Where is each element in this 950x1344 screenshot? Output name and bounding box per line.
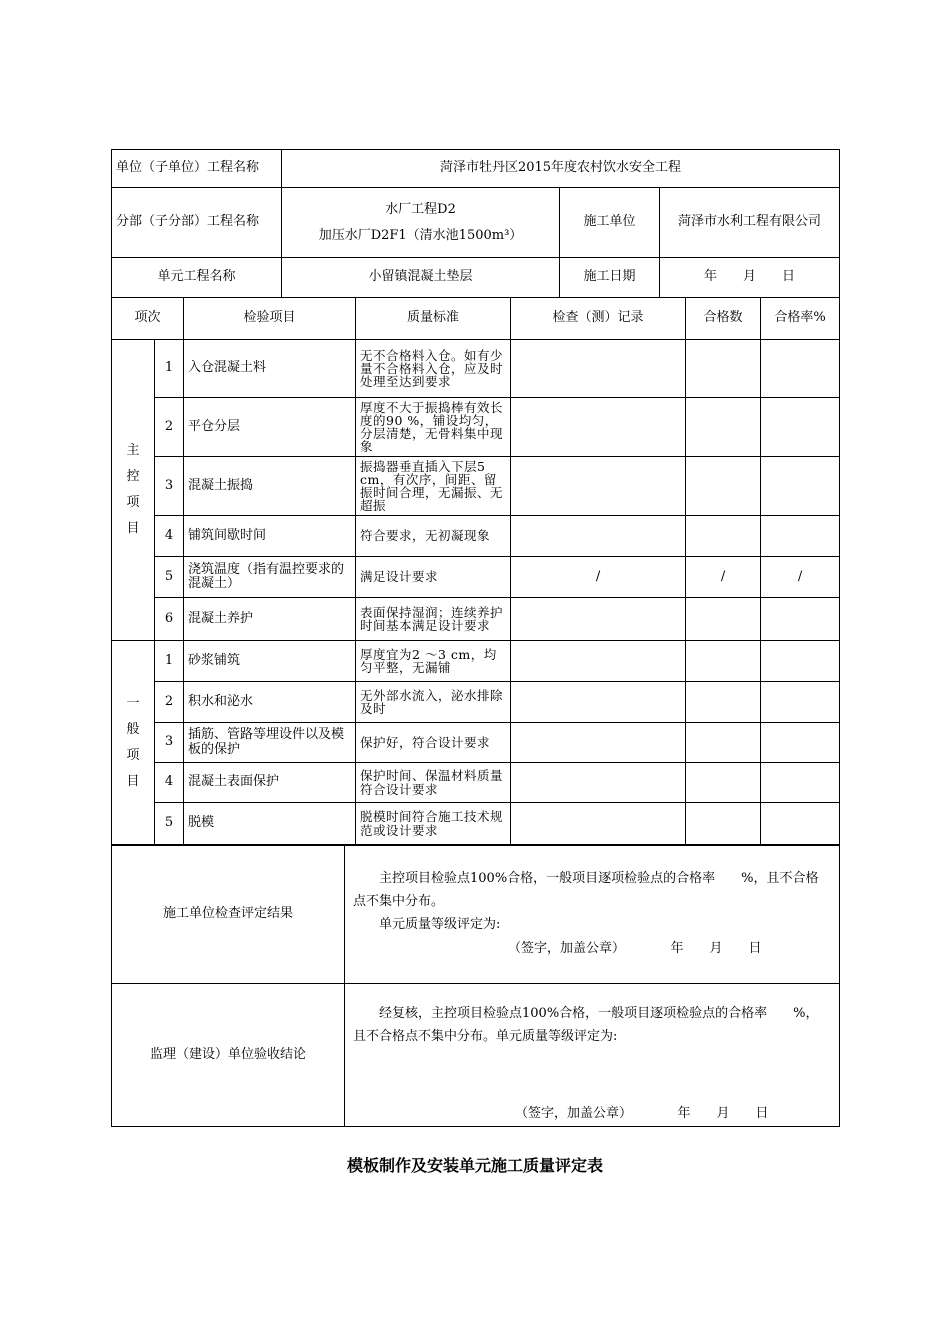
project-info-table (111, 149, 840, 298)
row-record (511, 803, 686, 845)
row-item: 平仓分层 (184, 398, 356, 457)
row-pass-rate (761, 682, 840, 723)
supervisor-eval-label: 监理（建设）单位验收结论 (112, 984, 345, 1127)
row-item: 脱模 (184, 803, 356, 845)
row-standard: 无不合格料入仓。如有少量不合格料入仓，应及时处理至达到要求 (356, 340, 511, 398)
element-value: 小留镇混凝土垫层 (282, 258, 560, 298)
row-pass-count (686, 641, 761, 682)
row-pass-rate (761, 398, 840, 457)
row-no: 5 (155, 557, 184, 598)
row-record (511, 340, 686, 398)
row-pass-count (686, 803, 761, 845)
row-item: 铺筑间歇时间 (184, 516, 356, 557)
row-item: 混凝土表面保护 (184, 763, 356, 803)
row-no: 3 (155, 723, 184, 763)
row-standard: 厚度宜为2 ～3 cm，均匀平整，无漏铺 (356, 641, 511, 682)
unit-project-label: 单位（子单位）工程名称 (112, 150, 282, 188)
row-standard: 振捣器垂直插入下层5 cm，有次序，间距、留振时间合理，无漏振、无超振 (356, 457, 511, 516)
supervisor-eval-content (345, 984, 840, 1127)
contractor-value: 菏泽市水利工程有限公司 (660, 188, 840, 258)
row-item: 浇筑温度（指有温控要求的混凝土） (184, 557, 356, 598)
row-no: 1 (155, 641, 184, 682)
row-item: 入仓混凝土料 (184, 340, 356, 398)
table-row (112, 516, 840, 557)
row-pass-rate (761, 516, 840, 557)
main-group-label: 主 控 项 目 (112, 340, 155, 641)
column-header-row (112, 298, 840, 340)
row-pass-rate (761, 340, 840, 398)
row-standard: 表面保持湿润；连续养护时间基本满足设计要求 (356, 598, 511, 641)
row-record (511, 641, 686, 682)
division-value-line2: 加压水厂D2F1（清水池1500m³） (318, 227, 523, 243)
table-row (112, 598, 840, 641)
row-record (511, 763, 686, 803)
row-standard: 满足设计要求 (356, 557, 511, 598)
table-row (112, 763, 840, 803)
row-item: 混凝土振捣 (184, 457, 356, 516)
date-label: 施工日期 (560, 258, 660, 298)
date-value: 年 月 日 (660, 258, 840, 298)
row-standard: 符合要求，无初凝现象 (356, 516, 511, 557)
row-no: 1 (155, 340, 184, 398)
row-record (511, 598, 686, 641)
row-no: 2 (155, 398, 184, 457)
table-row (112, 340, 840, 398)
division-value-line1: 水厂工程D2 (385, 201, 456, 217)
row-no: 3 (155, 457, 184, 516)
row-no: 4 (155, 516, 184, 557)
row-no: 5 (155, 803, 184, 845)
row-pass-rate (761, 723, 840, 763)
row-record (511, 457, 686, 516)
row-standard: 厚度不大于振捣棒有效长度的90 %，铺设均匀，分层清楚，无骨料集中现象 (356, 398, 511, 457)
row-pass-rate: / (761, 557, 840, 598)
supervisor-signature-line: （签字，加盖公章） 年 月 日 (515, 1105, 769, 1121)
table-row (112, 457, 840, 516)
row-pass-count: / (686, 557, 761, 598)
table-row (112, 557, 840, 598)
inspection-table (111, 297, 840, 845)
general-group-label: 一 般 项 目 (112, 641, 155, 845)
row-pass-count (686, 516, 761, 557)
row-no: 4 (155, 763, 184, 803)
evaluation-table (111, 845, 840, 1127)
row-pass-rate (761, 457, 840, 516)
col-header-record: 检查（测）记录 (511, 298, 686, 340)
next-form-title: 模板制作及安装单元施工质量评定表 (346, 1156, 603, 1175)
contractor-label: 施工单位 (560, 188, 660, 258)
row-record (511, 723, 686, 763)
division-value (282, 188, 560, 258)
contractor-eval-grade: 单元质量等级评定为: (379, 917, 501, 932)
row-no: 2 (155, 682, 184, 723)
row-no: 6 (155, 598, 184, 641)
row-record (511, 516, 686, 557)
row-record (511, 682, 686, 723)
row-pass-count (686, 457, 761, 516)
row-record: / (511, 557, 686, 598)
row-standard: 无外部水流入，泌水排除及时 (356, 682, 511, 723)
col-header-pass-count: 合格数 (686, 298, 761, 340)
contractor-eval-content (345, 846, 840, 984)
row-pass-count (686, 398, 761, 457)
row-pass-count (686, 763, 761, 803)
contractor-eval-label: 施工单位检查评定结果 (112, 846, 345, 984)
col-header-item: 检验项目 (184, 298, 356, 340)
supervisor-eval-text: 经复核，主控项目检验点100%合格，一般项目逐项检验点的合格率 %，且不合格点不集中分布。单元质量等级评定为: (353, 1006, 819, 1044)
contractor-eval-text: 主控项目检验点100%合格，一般项目逐项检验点的合格率 %，且不合格点不集中分布。 (353, 871, 819, 909)
division-label: 分部（子分部）工程名称 (112, 188, 282, 258)
row-item: 插筋、管路等埋设件以及模板的保护 (184, 723, 356, 763)
row-pass-count (686, 340, 761, 398)
row-record (511, 398, 686, 457)
row-pass-rate (761, 763, 840, 803)
row-pass-rate (761, 641, 840, 682)
row-pass-count (686, 598, 761, 641)
table-row (112, 803, 840, 845)
element-label: 单元工程名称 (112, 258, 282, 298)
contractor-signature-line: （签字，加盖公章） 年 月 日 (508, 941, 762, 956)
row-standard: 脱模时间符合施工技术规范或设计要求 (356, 803, 511, 845)
table-row (112, 398, 840, 457)
unit-project-value: 菏泽市牡丹区2015年度农村饮水安全工程 (282, 150, 840, 188)
row-item: 混凝土养护 (184, 598, 356, 641)
row-pass-rate (761, 803, 840, 845)
col-header-pass-rate: 合格率% (761, 298, 840, 340)
row-pass-rate (761, 598, 840, 641)
table-row (112, 641, 840, 682)
row-pass-count (686, 682, 761, 723)
row-standard: 保护时间、保温材料质量符合设计要求 (356, 763, 511, 803)
row-item: 积水和泌水 (184, 682, 356, 723)
row-standard: 保护好，符合设计要求 (356, 723, 511, 763)
table-row (112, 723, 840, 763)
row-pass-count (686, 723, 761, 763)
row-item: 砂浆铺筑 (184, 641, 356, 682)
table-row (112, 682, 840, 723)
col-header-standard: 质量标准 (356, 298, 511, 340)
col-header-no: 项次 (112, 298, 184, 340)
